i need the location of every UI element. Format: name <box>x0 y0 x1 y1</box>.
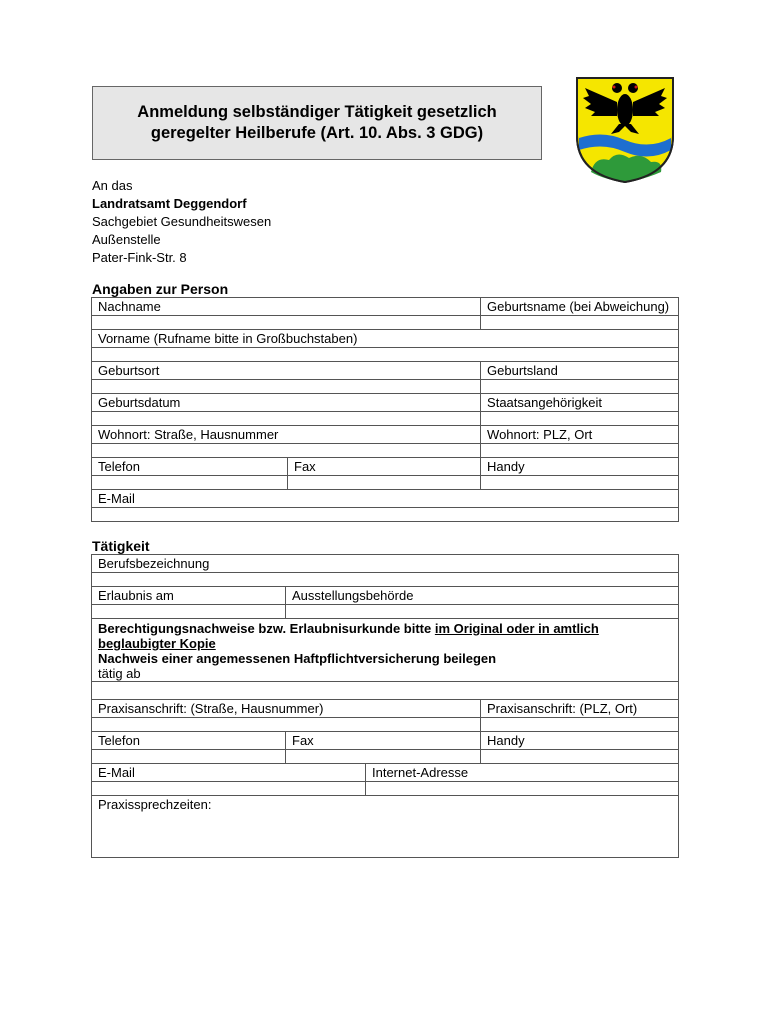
geburtsland-field[interactable] <box>481 380 679 394</box>
notice-text-b: im Original oder in amtlich <box>434 621 599 636</box>
form-title-box <box>92 86 542 160</box>
notice-text-c: beglaubigter Kopie <box>98 636 216 651</box>
vorname-field[interactable] <box>92 348 679 362</box>
email-label: E-Mail <box>92 490 679 508</box>
nachname-label: Nachname <box>92 298 481 316</box>
taetig-ab-field[interactable] <box>92 682 679 700</box>
geburtsname-field[interactable] <box>481 316 679 330</box>
taetigkeit-table <box>91 554 679 858</box>
ausstellungsbehoerde-field[interactable] <box>286 605 679 619</box>
praxis-telefon-field[interactable] <box>92 750 286 764</box>
geburtsname-label: Geburtsname (bei Abweichung) <box>481 298 679 316</box>
recipient-address <box>92 177 271 267</box>
form-title-line2: geregelter Heilberufe (Art. 10. Abs. 3 GDG) <box>150 124 484 142</box>
berufsbezeichnung-label: Berufsbezeichnung <box>92 555 679 573</box>
notice-insurance: Nachweis einer angemessenen Haftpflichtversicherung beilegen <box>98 651 497 666</box>
address-line: Sachgebiet Gesundheitswesen <box>92 214 272 229</box>
email-field[interactable] <box>92 508 679 522</box>
address-line: An das <box>92 178 133 193</box>
geburtsdatum-field[interactable] <box>92 412 481 426</box>
ausstellungsbehoerde-label: Ausstellungsbehörde <box>286 587 679 605</box>
taetig-ab-label: tätig ab <box>98 666 141 681</box>
section-heading-taetigkeit: Tätigkeit <box>92 538 150 554</box>
praxis-plz-field[interactable] <box>481 718 679 732</box>
nachname-field[interactable] <box>92 316 481 330</box>
praxis-fax-label: Fax <box>286 732 481 750</box>
wohnort-plz-label: Wohnort: PLZ, Ort <box>481 426 679 444</box>
praxis-telefon-label: Telefon <box>92 732 286 750</box>
geburtsland-label: Geburtsland <box>481 362 679 380</box>
wohnort-plz-field[interactable] <box>481 444 679 458</box>
telefon-label: Telefon <box>92 458 288 476</box>
sprechzeiten-field[interactable] <box>92 796 679 858</box>
praxis-strasse-label: Praxisanschrift: (Straße, Hausnummer) <box>92 700 481 718</box>
geburtsdatum-label: Geburtsdatum <box>92 394 481 412</box>
praxis-handy-field[interactable] <box>481 750 679 764</box>
notice-text-a: Berechtigungsnachweise bzw. Erlaubnisurkunde bitte <box>98 621 435 636</box>
person-table <box>91 297 679 522</box>
praxis-email-label: E-Mail <box>92 764 366 782</box>
praxis-strasse-field[interactable] <box>92 718 481 732</box>
telefon-field[interactable] <box>92 476 288 490</box>
vorname-label: Vorname (Rufname bitte in Großbuchstaben) <box>92 330 679 348</box>
address-line: Pater-Fink-Str. 8 <box>92 250 187 265</box>
praxis-email-field[interactable] <box>92 782 366 796</box>
handy-label: Handy <box>481 458 679 476</box>
erlaubnis-am-field[interactable] <box>92 605 286 619</box>
fax-field[interactable] <box>288 476 481 490</box>
wohnort-strasse-field[interactable] <box>92 444 481 458</box>
erlaubnis-am-label: Erlaubnis am <box>92 587 286 605</box>
handy-field[interactable] <box>481 476 679 490</box>
address-line: Außenstelle <box>92 232 161 247</box>
address-authority: Landratsamt Deggendorf <box>92 196 247 211</box>
wohnort-strasse-label: Wohnort: Straße, Hausnummer <box>92 426 481 444</box>
fax-label: Fax <box>288 458 481 476</box>
internet-label: Internet-Adresse <box>366 764 679 782</box>
coat-of-arms-icon <box>573 74 677 184</box>
geburtsort-field[interactable] <box>92 380 481 394</box>
geburtsort-label: Geburtsort <box>92 362 481 380</box>
staatsangehoerigkeit-label: Staatsangehörigkeit <box>481 394 679 412</box>
staatsangehoerigkeit-field[interactable] <box>481 412 679 426</box>
praxis-handy-label: Handy <box>481 732 679 750</box>
form-title-line1: Anmeldung selbständiger Tätigkeit gesetzlich <box>137 103 497 121</box>
section-heading-person: Angaben zur Person <box>92 281 229 297</box>
praxis-fax-field[interactable] <box>286 750 481 764</box>
documents-notice <box>92 619 679 682</box>
internet-field[interactable] <box>366 782 679 796</box>
berufsbezeichnung-field[interactable] <box>92 573 679 587</box>
praxis-plz-label: Praxisanschrift: (PLZ, Ort) <box>481 700 679 718</box>
sprechzeiten-label: Praxissprechzeiten: <box>98 797 212 812</box>
